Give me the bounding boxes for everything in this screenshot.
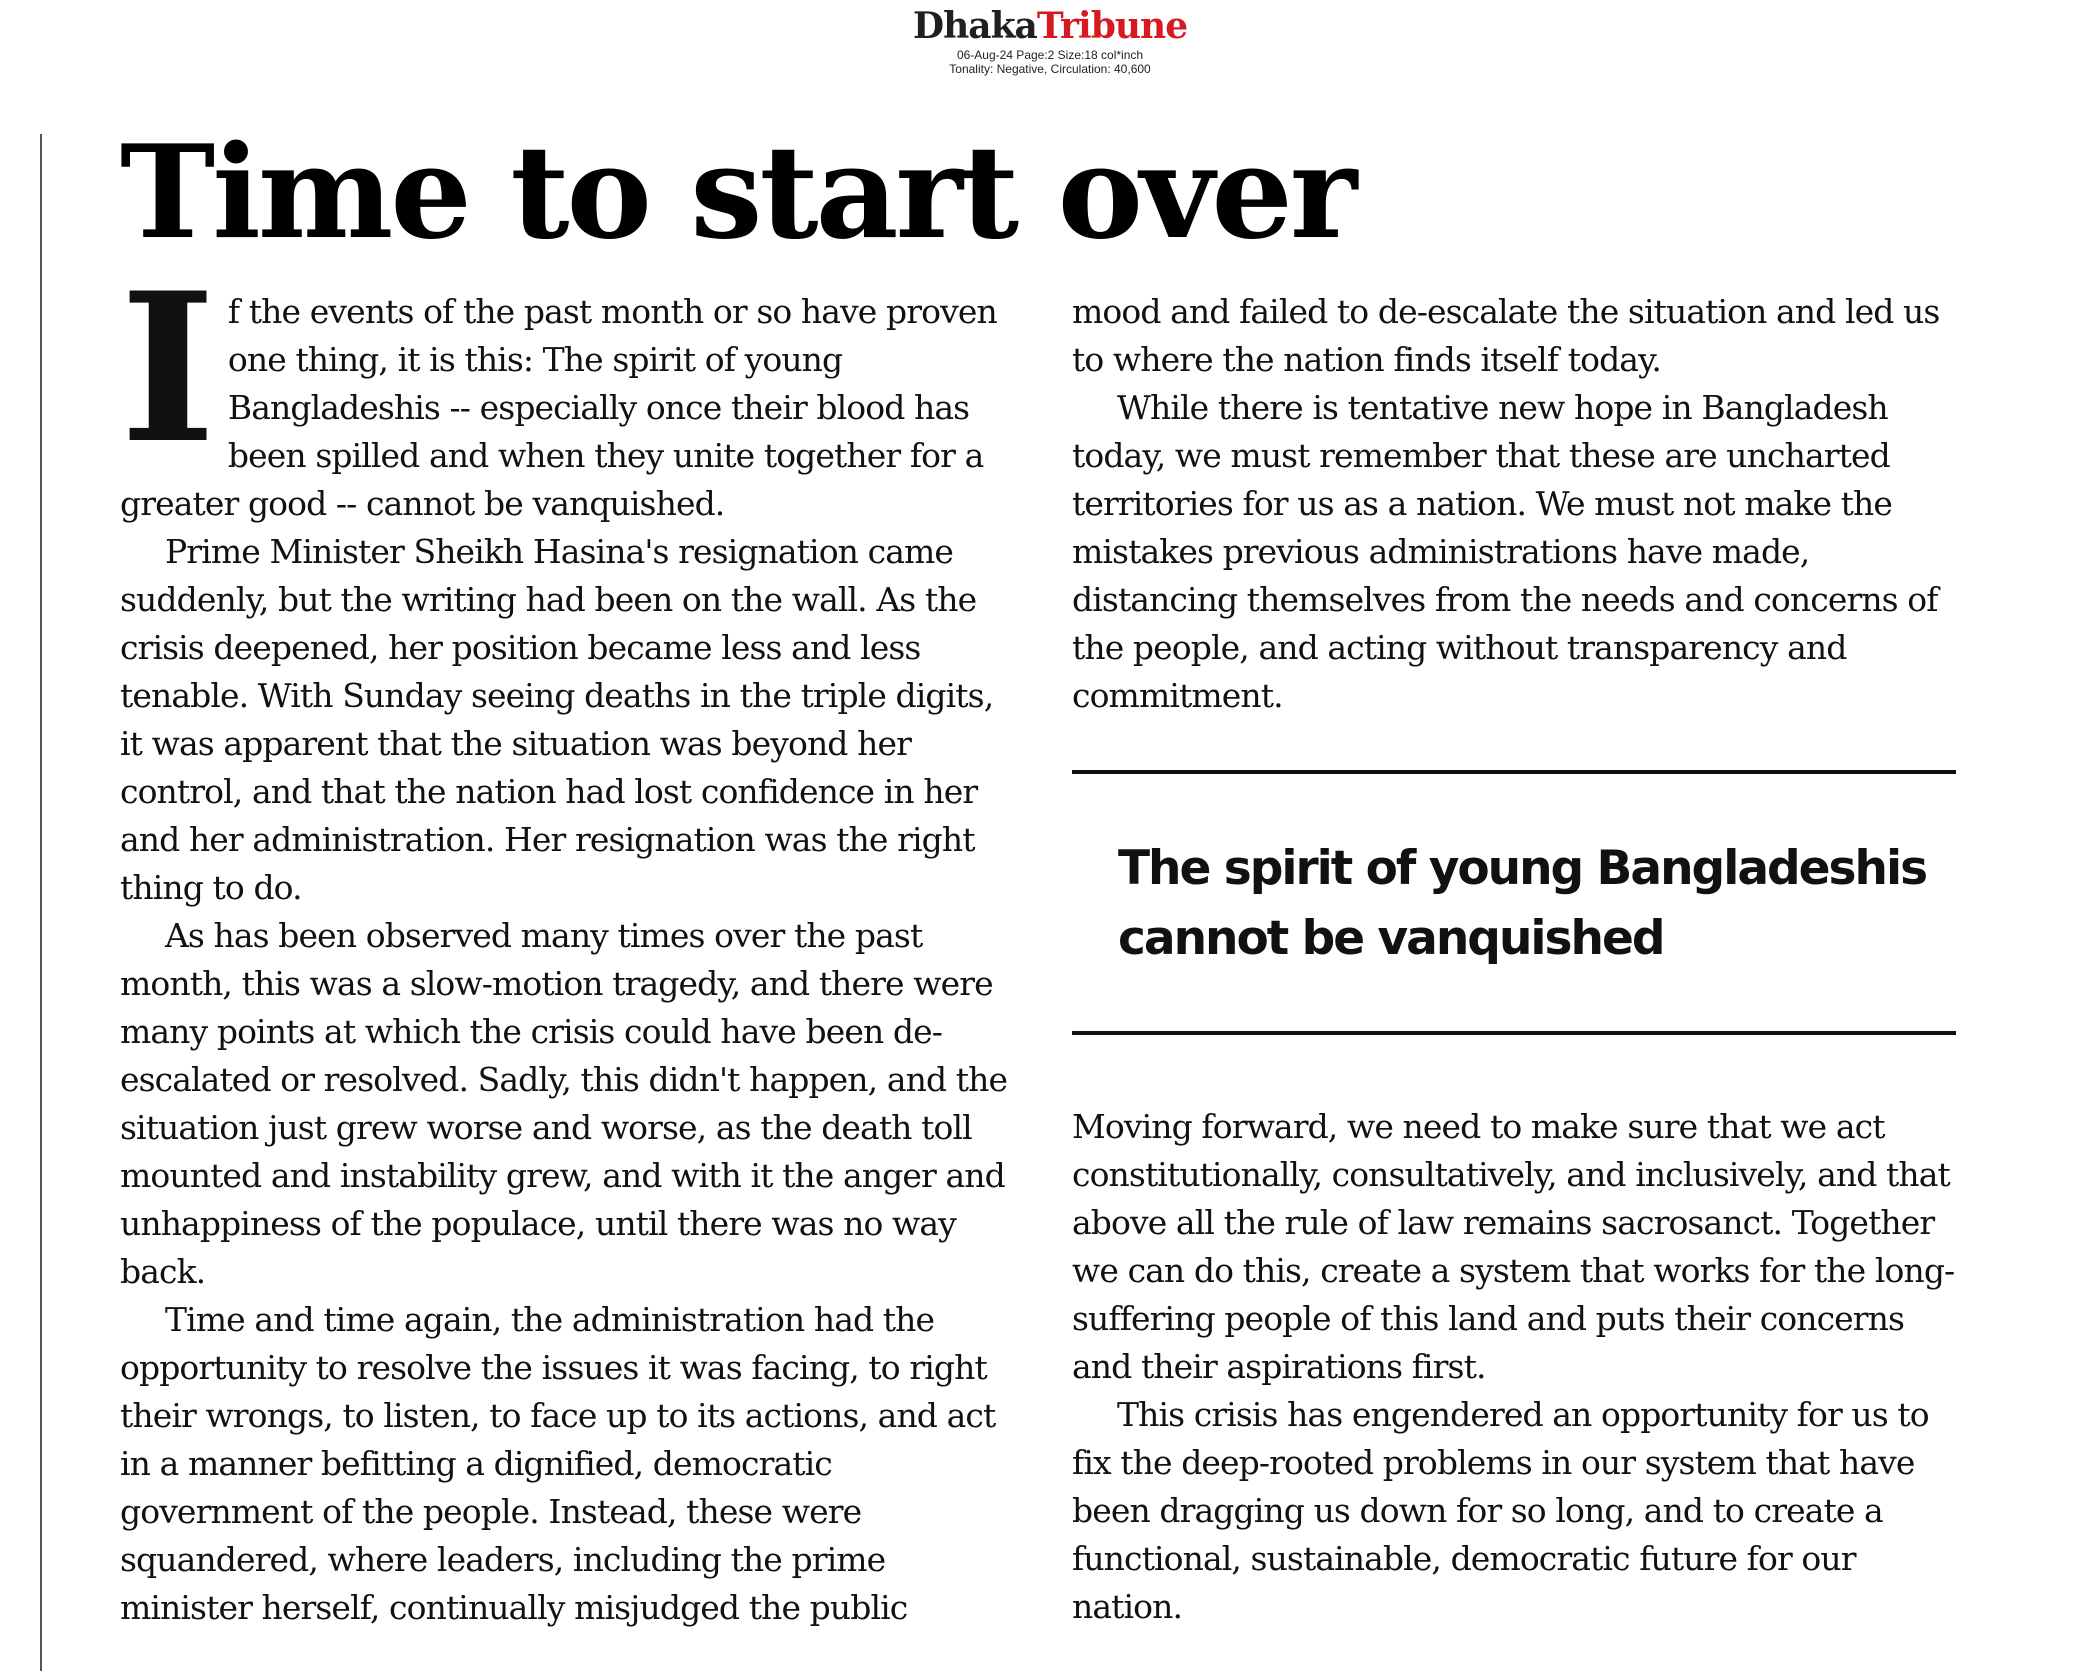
clipping-meta-line-2: Tonality: Negative, Circulation: 40,600 [949,62,1151,76]
article-paragraph-7: Moving forward, we need to make sure that we act constitutionally, consultatively, and inclusively, and that above all the rule of law remains sacrosanct. Together we can do this, create a system that works for the long-suffering people of this land and puts their concerns and their aspirations first. [1072,1107,1955,1386]
article-left-column [120,249,1010,1632]
left-margin-rule [40,134,42,1671]
article-right-column-top [1072,288,1958,720]
article-paragraph-3: As has been observed many times over the past month, this was a slow-motion tragedy, and there were many points at which the crisis could have been de-escalated or resolved. Sadly, this didn't happen, and the situation just grew worse and worse, as the death toll mounted and instability grew, and with it the anger and unhappiness of the populace, until there was no way back. [120,916,1008,1291]
article-paragraph-1 [120,249,1010,528]
pull-quote-top-rule [1072,770,1956,774]
pull-quote: The spirit of young Bangladeshis cannot be vanquished [1118,841,1927,966]
article-headline: Time to start over [120,118,1355,268]
article-paragraph-5: mood and failed to de-escalate the situation and led us to where the nation finds itself today. [1072,292,1940,379]
logo-word-dhaka: Dhaka [912,5,1037,47]
newspaper-logo [0,4,2100,48]
paragraph-1-text: f the events of the past month or so have proven one thing, it is this: The spirit of young Bangladeshis -- especially once their blood has been spilled and when they unite together for a greater good -- cannot be vanquished. [120,292,997,523]
article-paragraph-4: Time and time again, the administration had the opportunity to resolve the issues it was facing, to right their wrongs, to listen, to face up to its actions, and act in a manner befitting a dignified, democratic government of the people. Instead, these were squandered, where leaders, including the prime minister herself, continually misjudged the public [120,1300,996,1627]
article-paragraph-8: This crisis has engendered an opportunity for us to fix the deep-rooted problems in our system that have been dragging us down for so long, and to create a functional, sustainable, democratic future for our nation. [1072,1395,1929,1626]
clipping-meta-line-1: 06-Aug-24 Page:2 Size:18 col*inch [956,48,1144,62]
article-paragraph-6: While there is tentative new hope in Bangladesh today, we must remember that these are uncharted territories for us as a nation. We must not make the mistakes previous administrations have made, distancing themselves from the needs and concerns of the people, and acting without transparency and commitment. [1072,388,1938,715]
logo-word-tribune: Tribune [1036,5,1188,47]
drop-cap: I [120,249,216,489]
pull-quote-bottom-rule [1072,1031,1956,1035]
article-paragraph-2: Prime Minister Sheikh Hasina's resignation came suddenly, but the writing had been on the wall. As the crisis deepened, her position became less and less tenable. With Sunday seeing deaths in the triple digits, it was apparent that the situation was beyond her control, and that the nation had lost confidence in her and her administration. Her resignation was the right thing to do. [120,532,994,907]
masthead [0,0,2100,90]
article-right-column-bottom [1072,1103,1958,1631]
